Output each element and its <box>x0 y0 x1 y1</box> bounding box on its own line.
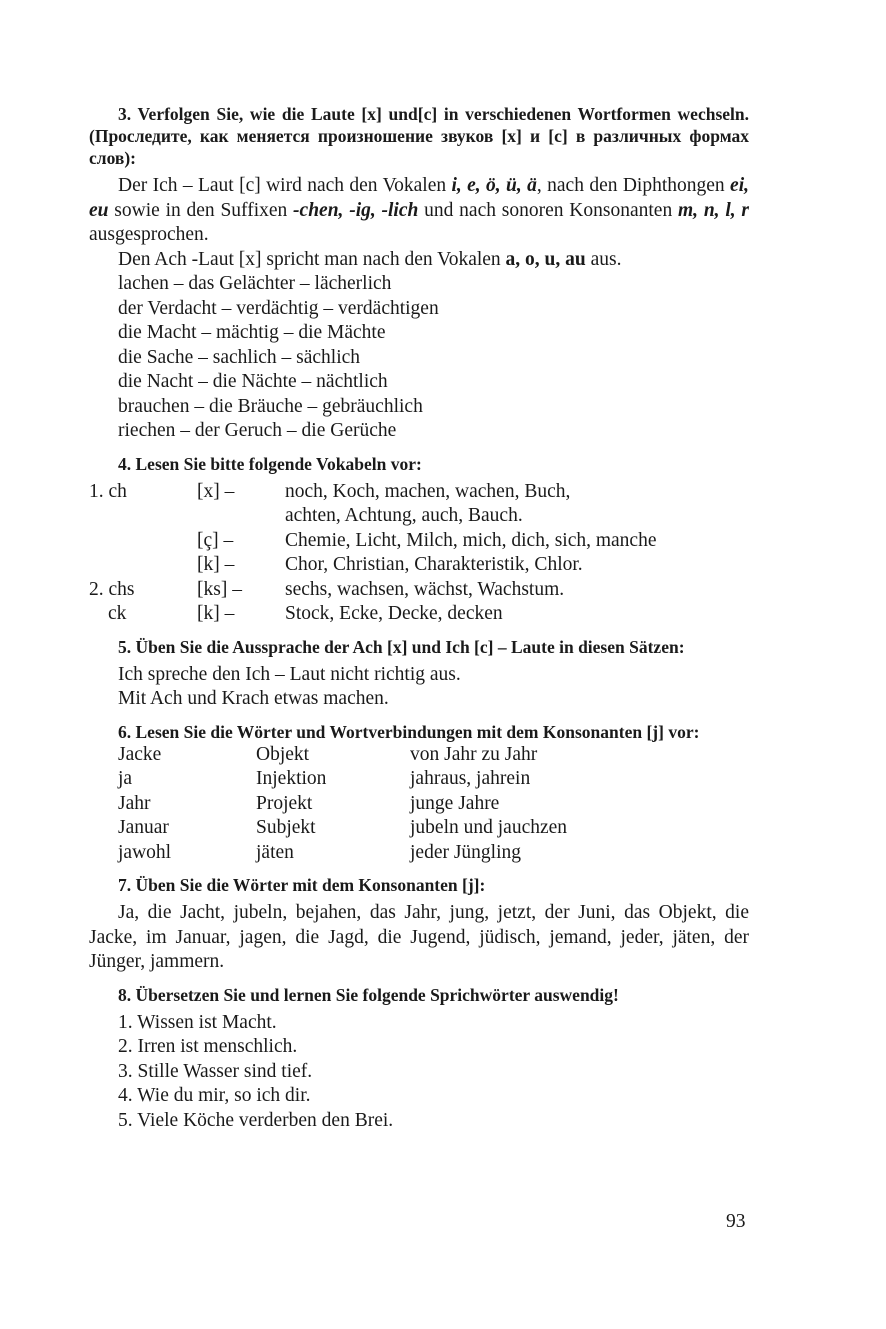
word-line: brauchen – die Bräuche – gebräuchlich <box>118 395 423 417</box>
word-table-row: jawohl jäten jeder Jüngling <box>118 841 522 863</box>
vocab-row: 2. chs [ks] – sechs, wachsen, wächst, Wachstum. <box>89 578 565 600</box>
word-table-row: Jacke Objekt von Jahr zu Jahr <box>118 743 538 765</box>
vocab-row: [k] – Chor, Christian, Charakteristik, Chlor. <box>197 554 583 575</box>
proverb-item: 5. Viele Köche verderben den Brei. <box>118 1109 394 1131</box>
exercise-7-heading: 7. Üben Sie die Wörter mit dem Konsonanten [j]: <box>118 875 486 895</box>
word-line: die Macht – mächtig – die Mächte <box>118 322 386 343</box>
word-line: der Verdacht – verdächtig – verdächtigen <box>118 297 439 319</box>
exercise-6-heading: 6. Lesen Sie die Wörter und Wortverbindungen mit dem Konsonanten [j] vor: <box>118 721 700 742</box>
vocab-row: ck [k] – Stock, Ecke, Decke, decken <box>108 603 503 624</box>
word-line: lachen – das Gelächter – lächerlich <box>118 273 392 294</box>
exercise-3-heading: 3. Verfolgen Sie, wie die Laute [x] und[c] in verschiedenen Wortformen wechseln. (Проследите, как меняется произношение звуков [x] и [c] в различных формах слов): <box>89 104 749 168</box>
vocab-row: 1. ch [x] – noch, Koch, machen, wachen, Buch, <box>89 480 571 502</box>
page-content <box>89 103 749 1133</box>
word-table-row: Januar Subjekt jubeln und jauchzen <box>118 817 568 838</box>
page-number: 93 <box>726 1211 746 1232</box>
sentence-line: Ich spreche den Ich – Laut nicht richtig aus. <box>118 663 461 685</box>
exercise-4-heading: 4. Lesen Sie bitte folgende Vokabeln vor: <box>118 453 422 474</box>
exercise-3-rule-ach-laut: Den Ach -Laut [x] spricht man nach den Vokalen a, o, u, au aus. <box>118 248 622 270</box>
exercise-8-heading: 8. Übersetzen Sie und lernen Sie folgende Sprichwörter auswendig! <box>118 984 619 1005</box>
vocab-row: [ç] – Chemie, Licht, Milch, mich, dich, sich, manche <box>197 529 657 551</box>
vocab-row: achten, Achtung, auch, Bauch. <box>285 505 523 526</box>
word-line: die Sache – sachlich – sächlich <box>118 346 361 368</box>
word-table-row: ja Injektion jahraus, jahrein <box>118 768 531 789</box>
word-line: riechen – der Geruch – die Gerüche <box>118 420 397 441</box>
proverb-item: 3. Stille Wasser sind tief. <box>118 1060 313 1082</box>
word-table-row: Jahr Projekt junge Jahre <box>118 792 500 814</box>
proverb-item: 1. Wissen ist Macht. <box>118 1011 277 1033</box>
exercise-5-heading: 5. Üben Sie die Aussprache der Ach [x] und Ich [c] – Laute in diesen Sätzen: <box>118 636 685 657</box>
exercise-7-text: Ja, die Jacht, jubeln, bejahen, das Jahr, jung, jetzt, der Juni, das Objekt, die Jacke, im Januar, jagen, die Jagd, die Jugend, jüdisch, jemand, jeder, jäten, der Jünger, jammern. <box>89 902 749 972</box>
proverb-item: 2. Irren ist menschlich. <box>118 1036 298 1057</box>
exercise-3-rule-ich-laut: Der Ich – Laut [c] wird nach den Vokalen i, e, ö, ü, ä, nach den Diphthongen ei, eu sowie in den Suffixen -chen, -ig, -lich und nach sonoren Konsonanten m, n, l, r ausgesprochen. <box>89 175 749 245</box>
sentence-line: Mit Ach und Krach etwas machen. <box>118 688 389 709</box>
proverb-item: 4. Wie du mir, so ich dir. <box>118 1085 311 1106</box>
word-line: die Nacht – die Nächte – nächtlich <box>118 371 388 392</box>
